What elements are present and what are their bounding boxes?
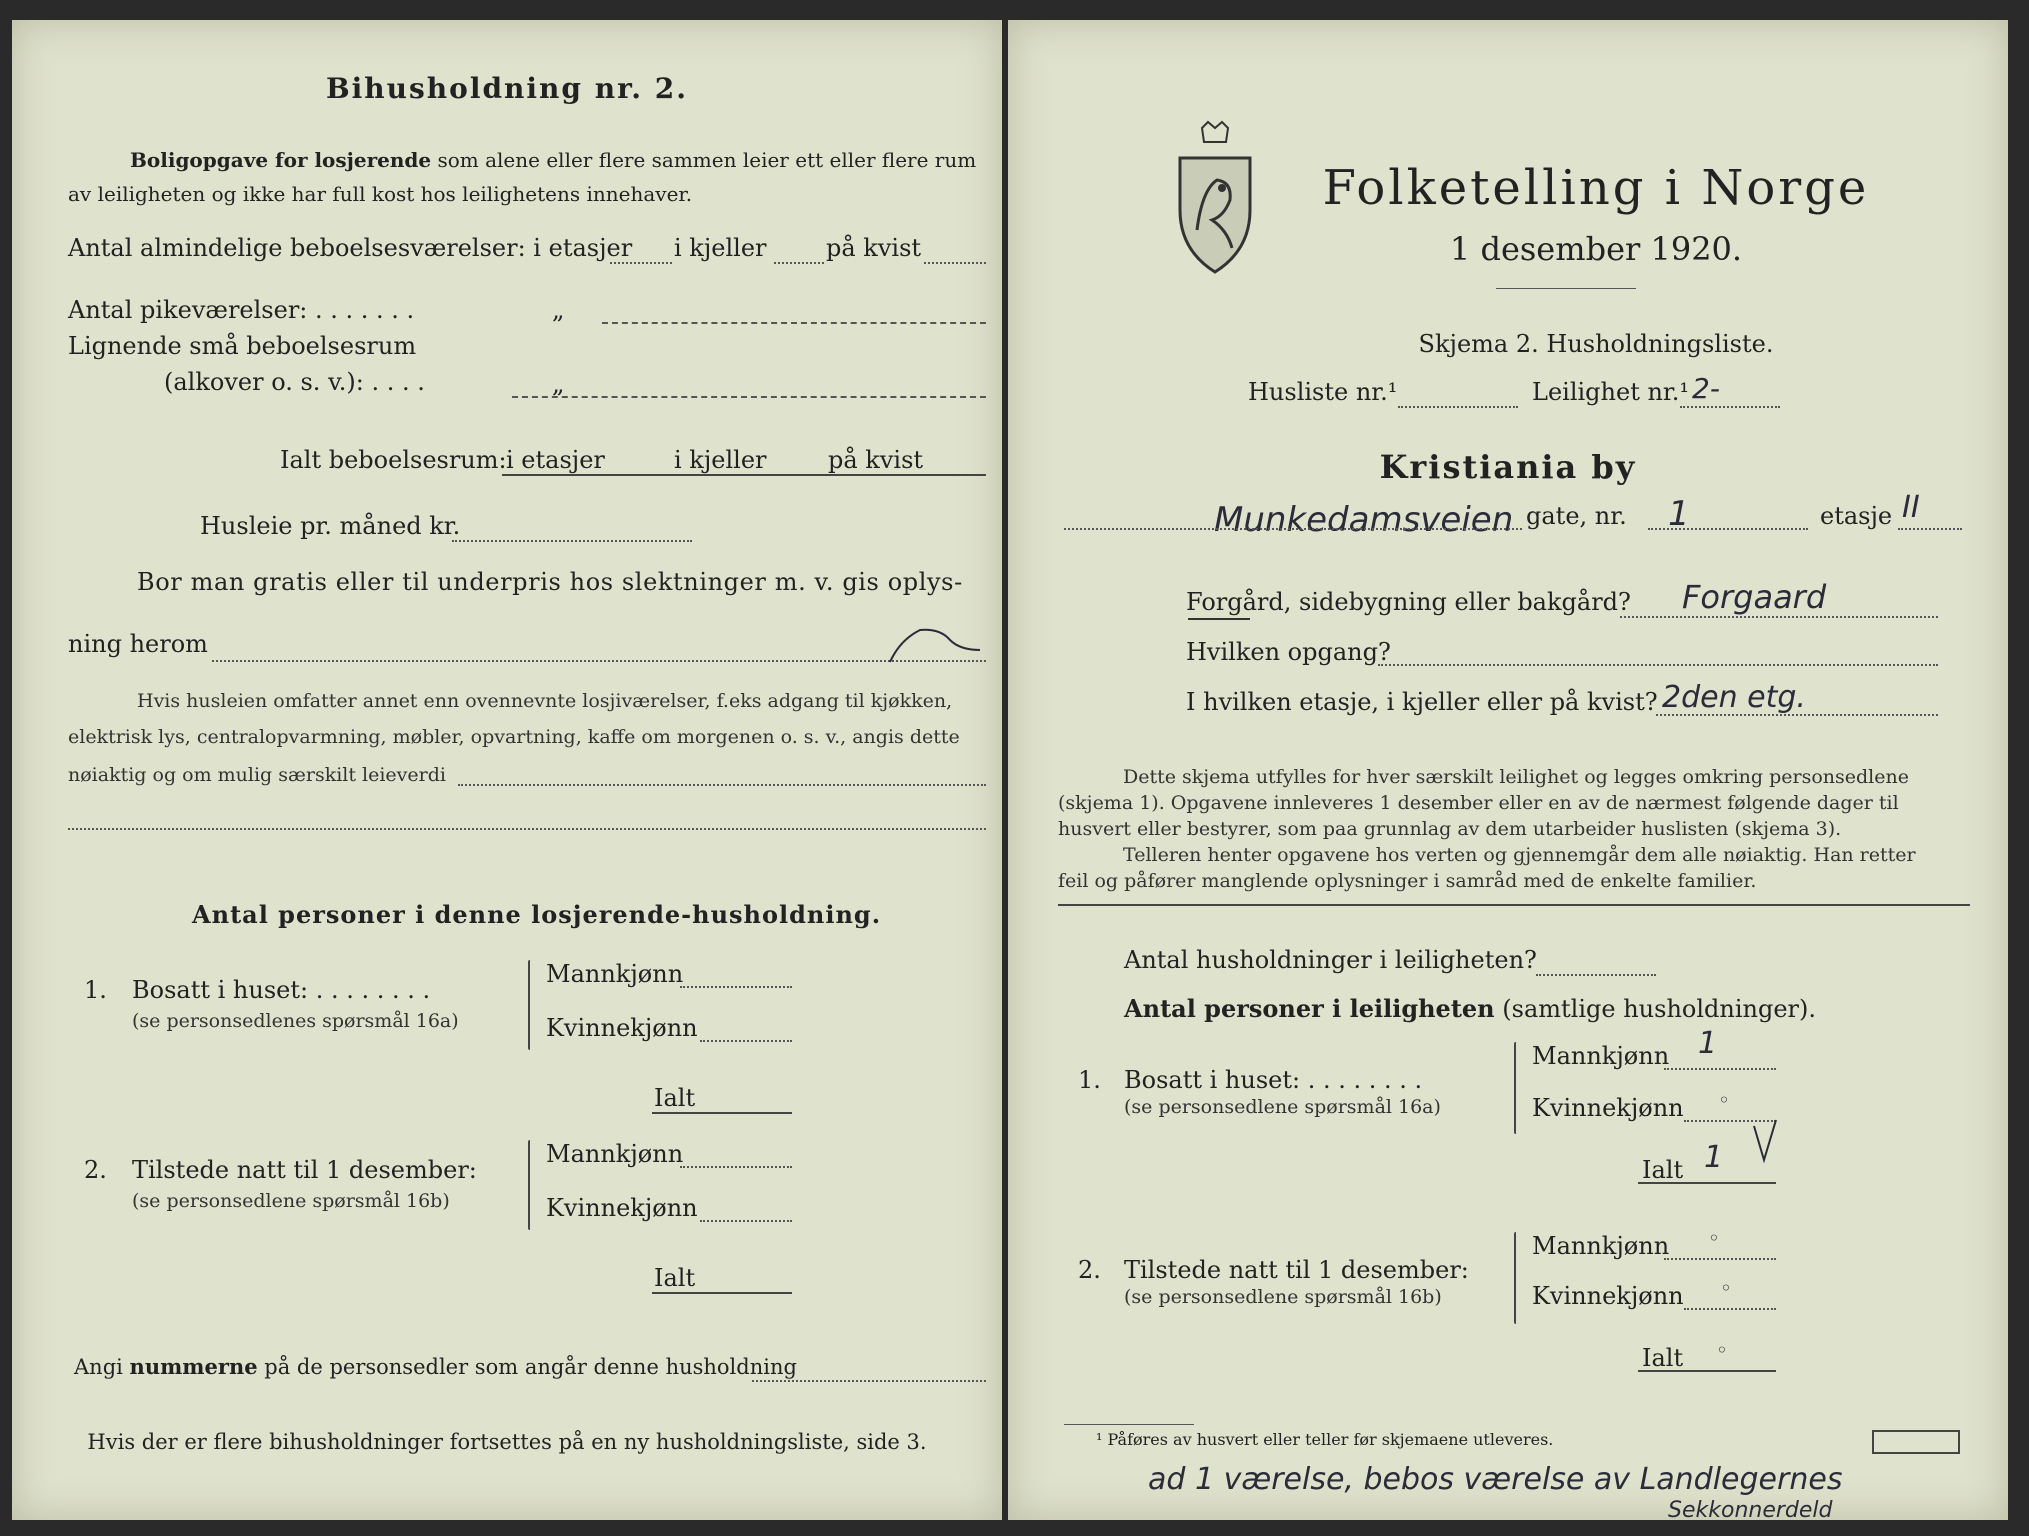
q2-number: 2. bbox=[84, 1156, 107, 1184]
r-q2-ialt-value[interactable]: ◦ bbox=[1716, 1338, 1728, 1362]
extra-line[interactable] bbox=[68, 828, 986, 830]
q2-kvinne-label: Kvinnekjønn bbox=[546, 1194, 698, 1222]
q2-mann-label: Mannkjønn bbox=[546, 1140, 684, 1168]
check-mark-icon bbox=[1750, 1116, 1780, 1166]
leilighet-label: Leilighet nr.¹ bbox=[1532, 378, 1690, 406]
printer-stamp bbox=[1872, 1430, 1960, 1454]
instr-line2: (skjema 1). Opgavene innleveres 1 desember eller en av de nærmest følgende dager til bbox=[1058, 792, 1899, 814]
instr-divider bbox=[1058, 904, 1970, 906]
right-page bbox=[1008, 20, 2008, 1523]
hush-field[interactable] bbox=[1536, 974, 1656, 976]
small-para-line2: elektrisk lys, centralopvarmning, møbler, opvartning, kaffe om morgenen o. s. v., angis dette bbox=[68, 726, 960, 748]
q1-label: Bosatt i huset: . . . . . . . . bbox=[132, 976, 431, 1004]
rooms-label: Antal almindelige beboelsesværelser: i etasjer bbox=[68, 234, 633, 262]
leilighet-field bbox=[1680, 406, 1780, 408]
forgard-field bbox=[1620, 616, 1938, 618]
rooms-kjeller-label: i kjeller bbox=[674, 234, 767, 262]
q2-label: Tilstede natt til 1 desember: bbox=[132, 1156, 477, 1184]
opgang-field[interactable] bbox=[1378, 664, 1938, 666]
intro-line1: Boligopgave for losjerende som alene eller flere sammen leier ett eller flere rum bbox=[130, 148, 977, 172]
instr-line5: feil og påfører manglende oplysninger i samråd med de enkelte familier. bbox=[1058, 870, 1757, 892]
rooms-kvist-label: på kvist bbox=[826, 234, 922, 262]
r-q1-number: 1. bbox=[1078, 1066, 1101, 1094]
forgard-value[interactable]: Forgaard bbox=[1682, 578, 1827, 616]
q1-number: 1. bbox=[84, 976, 107, 1004]
nr-field bbox=[1648, 528, 1808, 530]
r-q2-ialt-field bbox=[1638, 1370, 1776, 1372]
r-q2-brace bbox=[1514, 1232, 1516, 1324]
instr-line3: husvert eller bestyrer, som paa grunnlag av dem utarbeider huslisten (skjema 3). bbox=[1058, 818, 1842, 840]
etasje-value[interactable]: II bbox=[1902, 490, 1920, 525]
rooms-kjeller-field[interactable] bbox=[774, 262, 824, 264]
census-date: 1 desember 1920. bbox=[1449, 230, 1743, 268]
q1-kvinne-field[interactable] bbox=[700, 1040, 792, 1042]
q1-sub: (se personsedlenes spørsmål 16a) bbox=[132, 1010, 459, 1032]
husliste-field[interactable] bbox=[1398, 406, 1518, 408]
leilighet-value[interactable]: 2- bbox=[1692, 372, 1720, 405]
r-q1-kvinne-label: Kvinnekjønn bbox=[1532, 1094, 1684, 1122]
date-underline bbox=[1496, 288, 1636, 289]
rooms-kvist-field[interactable] bbox=[924, 262, 986, 264]
lignende-label-1: Lignende små beboelsesrum bbox=[68, 332, 417, 360]
instr-line4: Telleren henter opgavene hos verten og gjennemgår dem alle nøiaktig. Han retter bbox=[1123, 844, 1916, 866]
q2-kvinne-field[interactable] bbox=[700, 1220, 792, 1222]
forgard-underline bbox=[1188, 618, 1250, 620]
etasje-label: etasje bbox=[1820, 502, 1893, 530]
r-q2-label: Tilstede natt til 1 desember: bbox=[1124, 1256, 1469, 1284]
gratis-field[interactable] bbox=[212, 660, 986, 662]
footnote: ¹ Påføres av husvert eller teller før skjemaene utleveres. bbox=[1096, 1430, 1554, 1449]
q1-mann-label: Mannkjønn bbox=[546, 960, 684, 988]
r-q1-sub: (se personsedlene spørsmål 16a) bbox=[1124, 1096, 1441, 1118]
r-q1-mann-label: Mannkjønn bbox=[1532, 1042, 1670, 1070]
q1-kvinne-label: Kvinnekjønn bbox=[546, 1014, 698, 1042]
leieverdi-field[interactable] bbox=[458, 784, 986, 786]
street-field bbox=[1064, 528, 1522, 530]
r-q1-brace bbox=[1514, 1042, 1516, 1134]
ialt-kvist-label: på kvist bbox=[828, 446, 924, 474]
footnote-rule bbox=[1064, 1424, 1194, 1425]
q1-mann-field[interactable] bbox=[680, 986, 792, 988]
r-q1-mann-field bbox=[1664, 1068, 1776, 1070]
rooms-etasjer-field[interactable] bbox=[610, 262, 672, 264]
handwritten-note-line1: ad 1 værelse, bebos værelse av Landlegernes bbox=[1148, 1462, 1843, 1497]
q1-brace bbox=[528, 960, 530, 1050]
q2-mann-field[interactable] bbox=[680, 1166, 792, 1168]
r-q1-ialt-label: Ialt bbox=[1642, 1156, 1684, 1184]
r-q2-kvinne-field bbox=[1684, 1308, 1776, 1310]
instr-line1: Dette skjema utfylles for hver særskilt leilighet og legges omkring personsedlene bbox=[1123, 766, 1909, 788]
r-q1-mann-value[interactable]: 1 bbox=[1698, 1026, 1718, 1061]
pike-label: Antal pikeværelser: . . . . . . . bbox=[68, 296, 415, 324]
pike-ditto-1: „ bbox=[552, 296, 565, 324]
r-q2-ialt-label: Ialt bbox=[1642, 1344, 1684, 1372]
left-page bbox=[12, 20, 1002, 1520]
nr-value[interactable]: 1 bbox=[1668, 494, 1690, 534]
left-footer: Hvis der er flere bihusholdninger fortsettes på en ny husholdningsliste, side 3. bbox=[87, 1430, 927, 1454]
ialt-etasjer-label: i etasjer bbox=[506, 446, 605, 474]
city: Kristiania by bbox=[1379, 448, 1637, 486]
ialt-rooms-label: Ialt beboelsesrum: bbox=[280, 446, 507, 474]
q2-brace bbox=[528, 1140, 530, 1230]
hush-label: Antal husholdninger i leiligheten? bbox=[1124, 946, 1537, 974]
intro-line2: av leiligheten og ikke har full kost hos leilighetens innehaver. bbox=[68, 182, 693, 206]
gratis-line1: Bor man gratis eller til underpris hos slektninger m. v. gis oplys- bbox=[137, 568, 963, 596]
gratis-line2: ning herom bbox=[68, 630, 208, 658]
lignende-label-2: (alkover o. s. v.): . . . . bbox=[164, 368, 425, 396]
pike-fields[interactable] bbox=[602, 322, 986, 324]
lignende-fields[interactable] bbox=[512, 396, 986, 398]
r-q1-kvinne-value[interactable]: ◦ bbox=[1718, 1088, 1730, 1112]
husleie-field[interactable] bbox=[452, 540, 692, 542]
left-title: Bihusholdning nr. 2. bbox=[326, 72, 688, 105]
etasje-q-label: I hvilken etasje, i kjeller eller på kvist? bbox=[1186, 688, 1658, 716]
persons-heading-right: Antal personer i leiligheten (samtlige husholdninger). bbox=[1124, 994, 1817, 1023]
r-q2-kvinne-value[interactable]: ◦ bbox=[1720, 1276, 1732, 1300]
ialt-kjeller-label: i kjeller bbox=[674, 446, 767, 474]
r-q2-kvinne-label: Kvinnekjønn bbox=[1532, 1282, 1684, 1310]
r-q1-ialt-field bbox=[1638, 1182, 1776, 1184]
lignende-ditto: „ bbox=[552, 370, 565, 398]
small-para-line1: Hvis husleien omfatter annet enn ovennevnte losjiværelser, f.eks adgang til kjøkken, bbox=[137, 690, 953, 712]
r-q2-mann-label: Mannkjønn bbox=[1532, 1232, 1670, 1260]
husleie-label: Husleie pr. måned kr. bbox=[200, 512, 461, 540]
q2-ialt-field[interactable] bbox=[652, 1292, 792, 1294]
q2-sub: (se personsedlene spørsmål 16b) bbox=[132, 1190, 450, 1212]
q1-ialt-label: Ialt bbox=[654, 1084, 696, 1112]
small-para-line3: nøiaktig og om mulig særskilt leieverdi bbox=[68, 764, 446, 786]
r-q1-label: Bosatt i huset: . . . . . . . . bbox=[1124, 1066, 1423, 1094]
r-q2-sub: (se personsedlene spørsmål 16b) bbox=[1124, 1286, 1442, 1308]
r-q2-number: 2. bbox=[1078, 1256, 1101, 1284]
husliste-label: Husliste nr.¹ bbox=[1248, 378, 1398, 406]
persons-heading: Antal personer i denne losjerende-husholdning. bbox=[192, 900, 882, 929]
skjema-line: Skjema 2. Husholdningsliste. bbox=[1418, 330, 1774, 358]
q2-ialt-label: Ialt bbox=[654, 1264, 696, 1292]
angi-field[interactable] bbox=[752, 1380, 986, 1382]
right-title: Folketelling i Norge bbox=[1322, 160, 1870, 216]
angi-line: Angi nummerne på de personsedler som angår denne husholdning bbox=[74, 1354, 797, 1379]
etasje-q-value[interactable]: 2den etg. bbox=[1662, 680, 1806, 715]
r-q2-mann-field bbox=[1664, 1258, 1776, 1260]
handwritten-note-line2: Sekkonnerdeld bbox=[1668, 1498, 1833, 1523]
r-q1-ialt-value[interactable]: 1 bbox=[1704, 1140, 1724, 1175]
etasje-q-field bbox=[1656, 714, 1938, 716]
opgang-label: Hvilken opgang? bbox=[1186, 638, 1391, 666]
forgard-label: Forgård, sidebygning eller bakgård? bbox=[1186, 588, 1631, 616]
r-q2-mann-value[interactable]: ◦ bbox=[1708, 1226, 1720, 1250]
etasje-field bbox=[1898, 528, 1962, 530]
ialt-rooms-line[interactable] bbox=[502, 474, 986, 476]
q1-ialt-field[interactable] bbox=[652, 1112, 792, 1114]
street-value[interactable]: Munkedamsveien bbox=[1214, 500, 1514, 540]
gate-label: gate, nr. bbox=[1526, 502, 1627, 530]
